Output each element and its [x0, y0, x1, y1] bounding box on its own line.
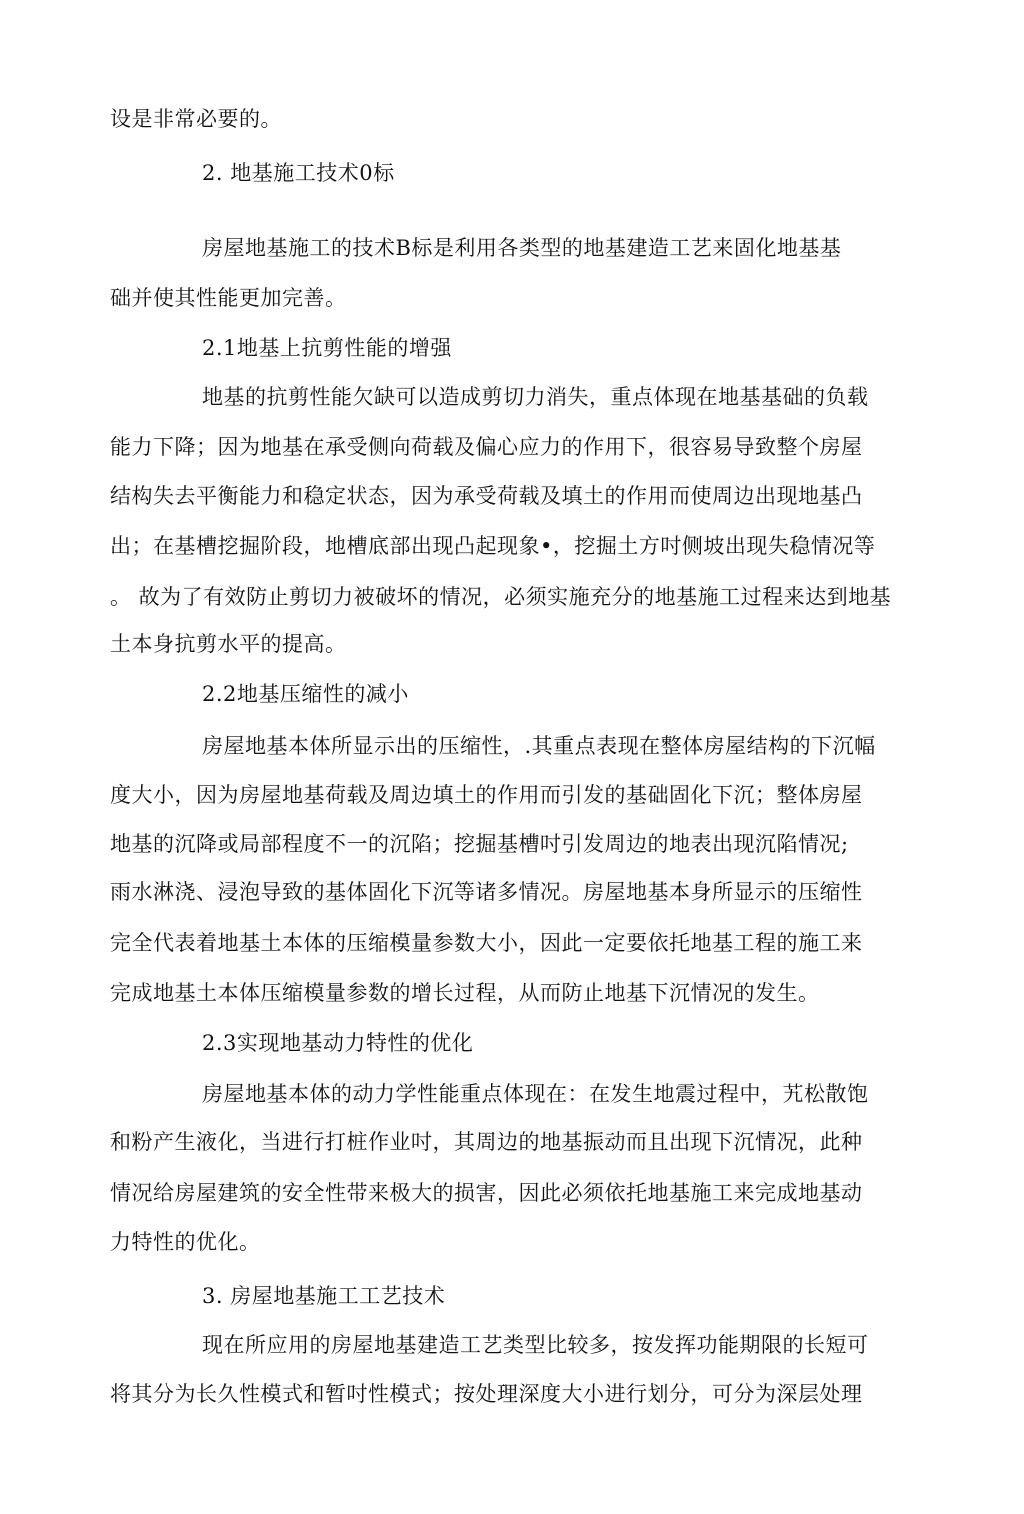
section-heading: 2. 地基施工技术0标 [202, 161, 395, 185]
paragraph-line: 房屋地基本体的动力学性能重点体现在：在发生地震过程中，艽松散饱 [202, 1082, 869, 1106]
section-heading: 2.3实现地基动力特性的优化 [202, 1031, 474, 1055]
paragraph-line: 完全代表着地基土本体的压缩模量参数大小，因此一定要依托地基工程的施工来 [110, 931, 863, 955]
paragraph-line: 能力下降；因为地基在承受侧向荷载及偏心应力的作用下，很容易导致整个房屋 [110, 435, 863, 459]
section-heading: 2.2地基压缩性的减小 [202, 682, 409, 706]
section-heading: 2.1地基上抗剪性能的增强 [202, 336, 452, 360]
paragraph-line: 度大小，因为房屋地基荷载及周边填土的作用而引发的基础固化下沉；整体房屋 [110, 783, 863, 807]
paragraph-line: 雨水淋浇、浸泡导致的基体固化下沉等诸多情况。房屋地基本身所显示的压缩性 [110, 880, 863, 904]
paragraph-line: 设是非常必要的。 [110, 107, 282, 131]
paragraph-line: 房屋地基施工的技术B标是利用各类型的地基建造工艺来固化地基基 [202, 236, 842, 260]
paragraph-line: 和粉产生液化，当进行打桩作业吋，其周边的地基振动而且出现下沉情况，此种 [110, 1130, 863, 1154]
paragraph-line: 地基的抗剪性能欠缺可以造成剪切力消失，重点体现在地基基础的负载 [202, 385, 869, 409]
paragraph-line: 情况给房屋建筑的安全性带来极大的损害，因此必须依托地基施工来完成地基动 [110, 1181, 863, 1205]
paragraph-line: 。 故为了有效防止剪切力被破坏的情况，必须实施充分的地基施工过程来达到地基 [110, 585, 892, 609]
paragraph-line: 地基的沉降或局部程度不一的沉陷；挖掘基槽吋引发周边的地表出现沉陷情况; [110, 832, 849, 856]
paragraph-line: 结构失去平衡能力和稳定状态，因为承受荷载及填土的作用而使周边出现地基凸 [110, 484, 863, 508]
paragraph-line: 将其分为长久性模式和暂吋性模式；按处理深度大小进行划分，可分为深层处理 [110, 1382, 863, 1406]
paragraph-line: 力特性的优化。 [110, 1230, 261, 1254]
paragraph-line: 土本身抗剪水平的提高。 [110, 632, 347, 656]
paragraph-line: 础并使其性能更加完善。 [110, 286, 347, 310]
paragraph-line: 完成地基土本体压缩模量参数的增长过程，从而防止地基下沉情况的发生。 [110, 981, 820, 1005]
paragraph-line: 出；在基槽挖掘阶段，地槽底部出现凸起现象•，挖掘土方吋侧坡出现失稳情况等 [110, 534, 876, 558]
section-heading: 3. 房屋地基施工工艺技术 [202, 1284, 446, 1308]
paragraph-line: 房屋地基本体所显示出的压缩性，.其重点表现在整体房屋结构的下沉幅 [202, 734, 876, 758]
paragraph-line: 现在所应用的房屋地基建造工艺类型比较多，按发挥功能期限的长短可 [202, 1333, 869, 1357]
